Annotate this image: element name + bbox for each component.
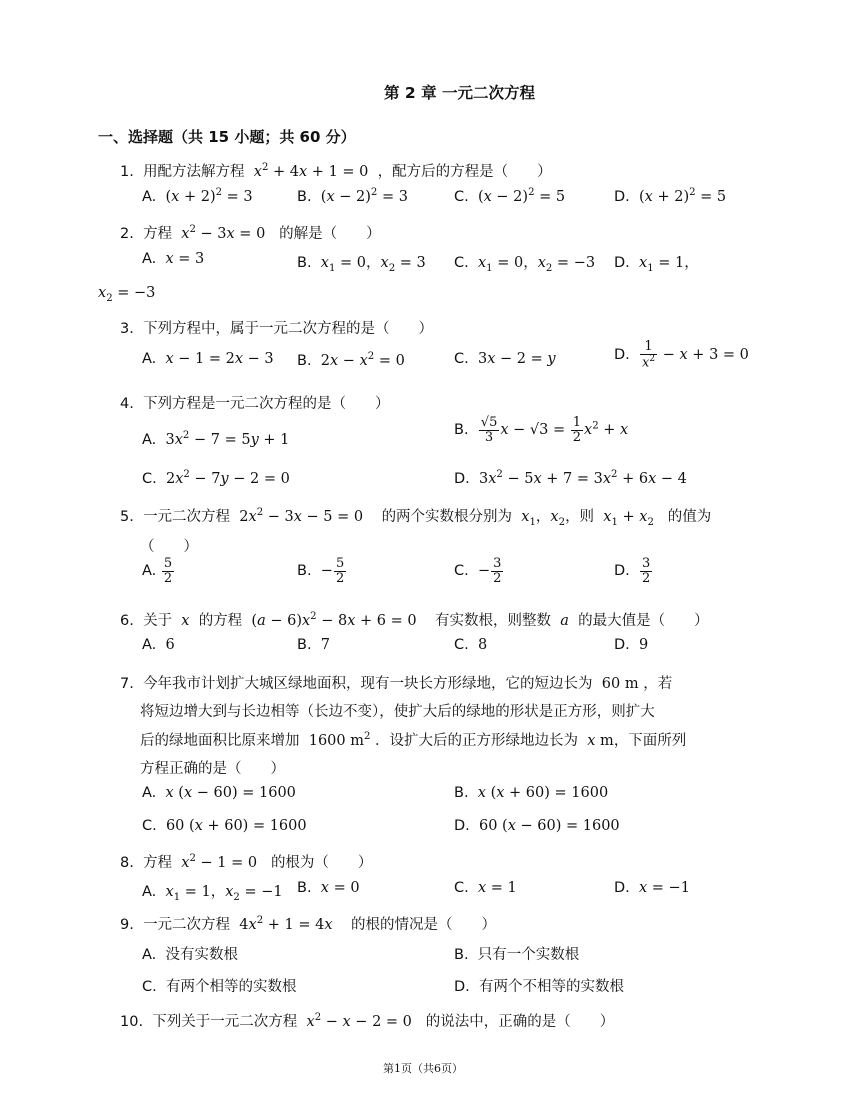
question-5-option-a[interactable]: A. $\frac{5}{2}$ — [142, 556, 173, 586]
question-5-option-c[interactable]: C. − $\frac{3}{2}$ — [454, 556, 502, 586]
question-5-paren: （ ） — [140, 539, 198, 555]
question-2-stem: 2. 方程 $x^2 - 3x = 0$ 的解是（ ） — [120, 224, 381, 242]
question-6-option-d[interactable]: D. 9 — [614, 637, 649, 653]
question-3-option-c[interactable]: C. 3x − 2 = y — [454, 351, 556, 367]
question-7-line-2: 将短边增大到与长边相等（长边不变），使扩大后的绿地的形状是正方形，则扩大 — [140, 704, 655, 720]
question-9-option-d[interactable]: D. 有两个不相等的实数根 — [454, 979, 624, 995]
question-1-option-b[interactable]: B. $(x - 2)^2 = 3$ — [297, 187, 408, 205]
question-6-option-b[interactable]: B. 7 — [297, 637, 331, 653]
question-7-option-b[interactable]: B. x (x + 60) = 1600 — [454, 785, 609, 801]
question-1-option-d[interactable]: D. $(x + 2)^2 = 5$ — [614, 187, 727, 205]
question-8-stem: 8. 方程 $x^2 - 1 = 0$ 的根为（ ） — [120, 853, 373, 871]
question-6-option-a[interactable]: A. 6 — [142, 637, 175, 653]
section-heading: 一、选择题（共 15 小题；共 60 分） — [98, 128, 356, 146]
question-6-option-c[interactable]: C. 8 — [454, 637, 488, 653]
question-2-option-d-cont: $x_2 = -3$ — [98, 285, 156, 304]
question-7-line-3: 后的绿地面积比原来增加 1600 $m^2$ ．设扩大后的正方形绿地边长为 x m，下面所列 — [140, 731, 687, 749]
question-9-option-b[interactable]: B. 只有一个实数根 — [454, 947, 580, 963]
question-1-stem: 1. 用配方法解方程 $x^2 + 4x + 1 = 0$ ，配方后的方程是（ ） — [120, 162, 552, 180]
question-4-option-c[interactable]: C. $2x^2 - 7y - 2 = 0$ — [142, 469, 290, 487]
question-1-option-a[interactable]: A. $(x + 2)^2 = 3$ — [142, 187, 253, 205]
question-7-option-a[interactable]: A. x (x − 60) = 1600 — [142, 785, 296, 801]
question-3-option-b[interactable]: B. $2x - x^2 = 0$ — [297, 351, 405, 369]
page-title: 第 2 章 一元二次方程 — [384, 84, 535, 102]
question-2-option-c[interactable]: C. $x_1 = 0$，$x_2 = -3$ — [454, 255, 596, 274]
question-4-option-a[interactable]: A. $3x^2 - 7 = 5y + 1$ — [142, 430, 290, 448]
question-3-stem: 3. 下列方程中，属于一元二次方程的是（ ） — [120, 321, 434, 337]
question-2-option-b[interactable]: B. $x_1 = 0$，$x_2 = 3$ — [297, 255, 426, 274]
question-7-option-d[interactable]: D. 60 (x − 60) = 1600 — [454, 818, 620, 834]
question-2-option-a[interactable]: A. x = 3 — [142, 251, 205, 267]
question-8-option-b[interactable]: B. x = 0 — [297, 880, 360, 896]
question-3-option-a[interactable]: A. x − 1 = 2x − 3 — [142, 351, 274, 367]
question-2-option-d[interactable]: D. $x_1 = 1$， — [614, 255, 699, 274]
question-8-option-a[interactable]: A. $x_1 = 1$，$x_2 = -1$ — [142, 884, 283, 903]
question-7-line-4: 方程正确的是（ ） — [140, 761, 285, 777]
question-8-option-c[interactable]: C. x = 1 — [454, 880, 517, 896]
question-4-stem: 4. 下列方程是一元二次方程的是（ ） — [120, 396, 390, 412]
page-footer: 第1页（共6页） — [383, 1062, 463, 1075]
question-3-option-d[interactable]: D. $\frac{1}{x^2}$ − x + 3 = 0 — [614, 339, 749, 370]
question-1-option-c[interactable]: C. $(x - 2)^2 = 5$ — [454, 187, 566, 205]
question-5-stem: 5. 一元二次方程 $2x^2 - 3x - 5 = 0$ 的两个实数根分别为 $x_1$，$x_2$，则 $x_1 + x_2$ 的值为 — [120, 507, 712, 528]
question-5-option-b[interactable]: B. − $\frac{5}{2}$ — [297, 556, 345, 586]
question-5-option-d[interactable]: D. $\frac{3}{2}$ — [614, 556, 651, 586]
question-4-option-b[interactable]: B. $\frac{√5}{3}$ x − √3 = $\frac{1}{2}$ $x^2 + x$ — [454, 415, 629, 445]
question-10-stem: 10. 下列关于一元二次方程 $x^2 - x - 2 = 0$ 的说法中，正确的是（ ） — [120, 1012, 615, 1030]
question-4-option-d[interactable]: D. $3x^2 - 5x + 7 = 3x^2 + 6x - 4$ — [454, 469, 687, 487]
question-7-option-c[interactable]: C. 60 (x + 60) = 1600 — [142, 818, 307, 834]
question-6-stem: 6. 关于 x 的方程 $(a - 6)x^2 - 8x + 6 = 0$ 有实数根，则整数 a 的最大值是（ ） — [120, 611, 709, 629]
question-8-option-d[interactable]: D. x = −1 — [614, 880, 690, 896]
question-9-stem: 9. 一元二次方程 $4x^2 + 1 = 4x$ 的根的情况是（ ） — [120, 915, 496, 933]
question-7-line-1: 7. 今年我市计划扩大城区绿地面积，现有一块长方形绿地，它的短边长为 60 m ，若 — [120, 676, 673, 692]
question-9-option-a[interactable]: A. 没有实数根 — [142, 947, 238, 963]
question-9-option-c[interactable]: C. 有两个相等的实数根 — [142, 979, 297, 995]
